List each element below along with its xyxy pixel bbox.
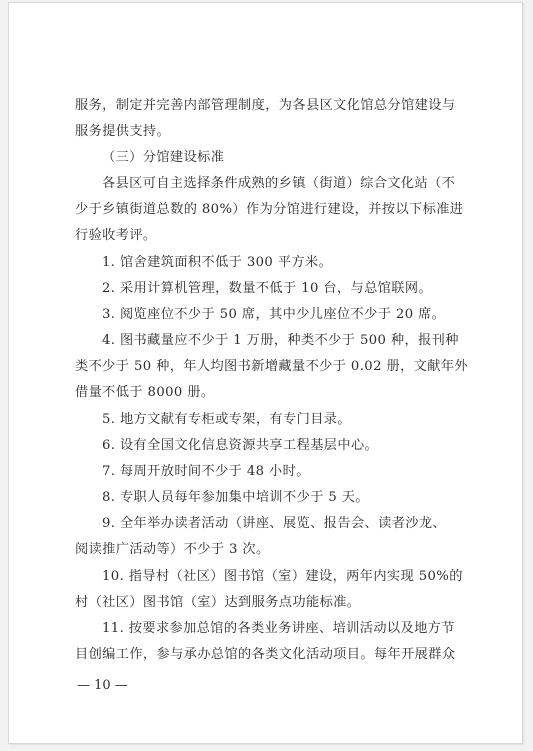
text-line: 类不少于 50 种，年人均图书新增藏量不少于 0.02 册，文献年外 — [75, 359, 469, 374]
list-item: 9. 全年举办读者活动（讲座、展览、报告会、读者沙龙、 — [102, 516, 447, 531]
list-item: 6. 设有全国文化信息资源共享工程基层中心。 — [102, 438, 379, 453]
document-page — [8, 2, 523, 744]
list-item: 2. 采用计算机管理，数量不低于 10 台，与总馆联网。 — [102, 281, 433, 296]
section-heading: （三）分馆建设标准 — [102, 150, 225, 165]
list-item: 3. 阅览座位不少于 50 席，其中少儿座位不少于 20 席。 — [102, 307, 446, 322]
list-item: 11. 按要求参加总馆的各类业务讲座、培训活动以及地方节 — [102, 621, 455, 636]
page-number: — 10 — — [77, 678, 128, 693]
text-line: 目创编工作，参与承办总馆的各类文化活动项目。每年开展群众 — [75, 647, 456, 662]
list-item: 4. 图书藏量应不少于 1 万册，种类不少于 500 种，报刊种 — [102, 333, 459, 348]
text-line: 服务提供支持。 — [75, 124, 171, 139]
paragraph-line: 各县区可自主选择条件成熟的乡镇（街道）综合文化站（不 — [102, 176, 456, 191]
text-line: 行验收考评。 — [75, 228, 157, 243]
list-item: 5. 地方文献有专柜或专架，有专门目录。 — [102, 412, 351, 427]
text-line: 借量不低于 8000 册。 — [75, 385, 215, 400]
list-item: 1. 馆舍建筑面积不低于 300 平方米。 — [102, 255, 333, 270]
text-line: 阅读推广活动等）不少于 3 次。 — [75, 542, 270, 557]
text-line: 少于乡镇街道总数的 80%）作为分馆进行建设，并按以下标准进 — [75, 202, 464, 217]
text-line: 服务，制定并完善内部管理制度，为各县区文化馆总分馆建设与 — [75, 98, 456, 113]
list-item: 7. 每周开放时间不少于 48 小时。 — [102, 464, 310, 479]
list-item: 10. 指导村（社区）图书馆（室）建设，两年内实现 50%的 — [102, 569, 463, 584]
text-line: 村（社区）图书馆（室）达到服务点功能标准。 — [75, 595, 361, 610]
list-item: 8. 专职人员每年参加集中培训不少于 5 天。 — [102, 490, 369, 505]
